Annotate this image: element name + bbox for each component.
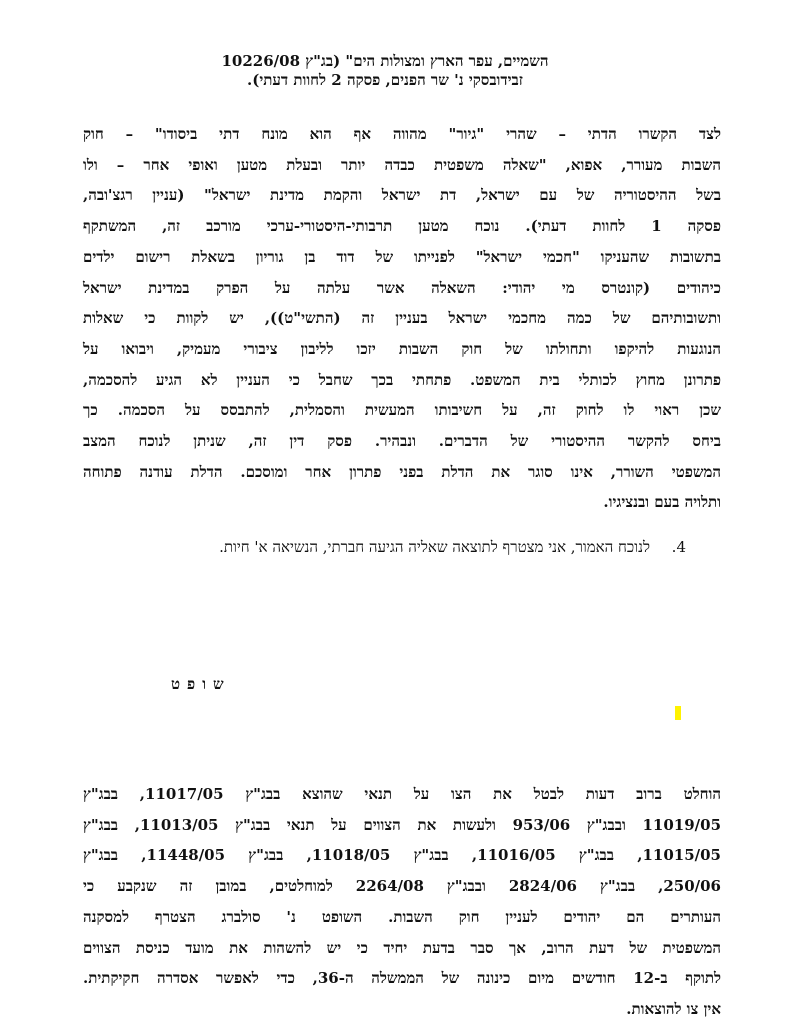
paragraph-line: המשפטית של דעת הרוב, אך סבר בדעת יחיד כי יש להשהות את מועד כניסת הצווים: [83, 938, 721, 957]
paragraph-line: אין צו להוצאות.: [626, 999, 721, 1018]
judge-signature-title: שופט: [171, 675, 231, 693]
paragraph-religious-context: [83, 119, 721, 518]
citation-line-1: השמיים, עפר הארץ ומצולות הים" (בג"ץ 10226/08: [221, 52, 549, 70]
paragraph-line: פתרונן מחוץ לכותלי בית המשפט. פתחתי בכך שחבל כי העניין לא הגיע להסכמה,: [83, 370, 721, 389]
paragraph-line: ביחס להקשר ההיסטורי של הדברים. ונבהיר. פסק דין זה, שניתן לנוכח המצב: [83, 432, 721, 451]
paragraph-ruling: [83, 779, 721, 1025]
paragraph-line: כיהודים (קונטרס מי יהודי: השאלה אשר עלתה על הפרק במדינת ישראל: [83, 278, 721, 297]
numbered-item-4: [219, 538, 686, 557]
paragraph-line: הנוגעות להיקפו ותחולתו של חוק השבות יזכו לליבון ציבורי מעמיק, ויבואו על: [83, 339, 721, 358]
paragraph-line: לתוקף ב-12 חודשים מיום כינונה של הממשלה ה-36, כדי לאפשר אסדרה חקיקתית.: [83, 969, 722, 988]
paragraph-line: השבות מעורר, אפוא, "שאלה משפטית כבדה יותר ובעלת מטען ואופי אחר – ולו: [83, 155, 721, 174]
paragraph-line: 11019/05 ובבג"ץ 953/06 ולעשות את הצווים על תנאי בבג"ץ 11013/05, בבג"ץ: [83, 815, 722, 834]
item-text: לנוכח האמור, אני מצטרף לתוצאה שאליה הגיעה חברתי, הנשיאה א' חיות.: [219, 538, 650, 556]
paragraph-line: המשפטי השורר, אינו סוגר את הדלת בפני פתרון אחר ומוסכם. הדלת עודנה פתוחה: [83, 462, 721, 481]
citation-header: [120, 52, 650, 90]
paragraph-line: לצד הקשרו הדתי – שהרי "גיור" מהווה אף הוא מונח דתי ביסודו" – חוק: [83, 125, 721, 143]
paragraph-line: ותלויה בעם ובנציגיו.: [603, 493, 721, 512]
paragraph-line: 250/06, בבג"ץ 2824/06 ובבג"ץ 2264/08 למוחלטים, במובן זה שנקבע כי: [83, 877, 721, 896]
paragraph-line: 11015/05, בבג"ץ 11016/05, בבג"ץ 11018/05, בבג"ץ 11448/05, בבג"ץ: [83, 846, 721, 865]
paragraph-line: העותרים הם יהודים לעניין חוק השבות. השופט נ' סולברג הצטרף למסקנה: [83, 907, 721, 926]
paragraph-line: ותשובותיהם של כמה מחכמי ישראל בעניין זה (התשי"ט)), יש לקוות כי שאלות: [83, 309, 721, 328]
paragraph-line: בשל ההיסטוריה של עם ישראל, דת ישראל והקמת מדינת ישראל" (עניין רגצ'ובה,: [83, 186, 721, 205]
paragraph-line: פסקה 1 לחוות דעתי). נוכח מטען תרבותי-היסטורי-ערכי מורכב זה, המשתקף: [83, 217, 721, 236]
item-number: 4.: [671, 538, 686, 556]
text-cursor-highlight: [675, 706, 681, 720]
citation-line-2: זבידובסקי נ' שר הפנים, פסקה 2 לחוות דעתי).: [247, 71, 523, 89]
paragraph-line: שכן ראוי לו לחוק זה, על חשיבותו המעשית והסמלית, להתבסס על הסכמה. כך: [83, 401, 721, 420]
paragraph-line: הוחלט ברוב דעות לבטל את הצו על תנאי שהוצא בבג"ץ 11017/05, בבג"ץ: [83, 785, 721, 803]
paragraph-line: בתשובות שהעניקו "חכמי ישראל" לפנייתו של דוד בן גוריון בשאלת רישום ילדים: [83, 247, 721, 266]
